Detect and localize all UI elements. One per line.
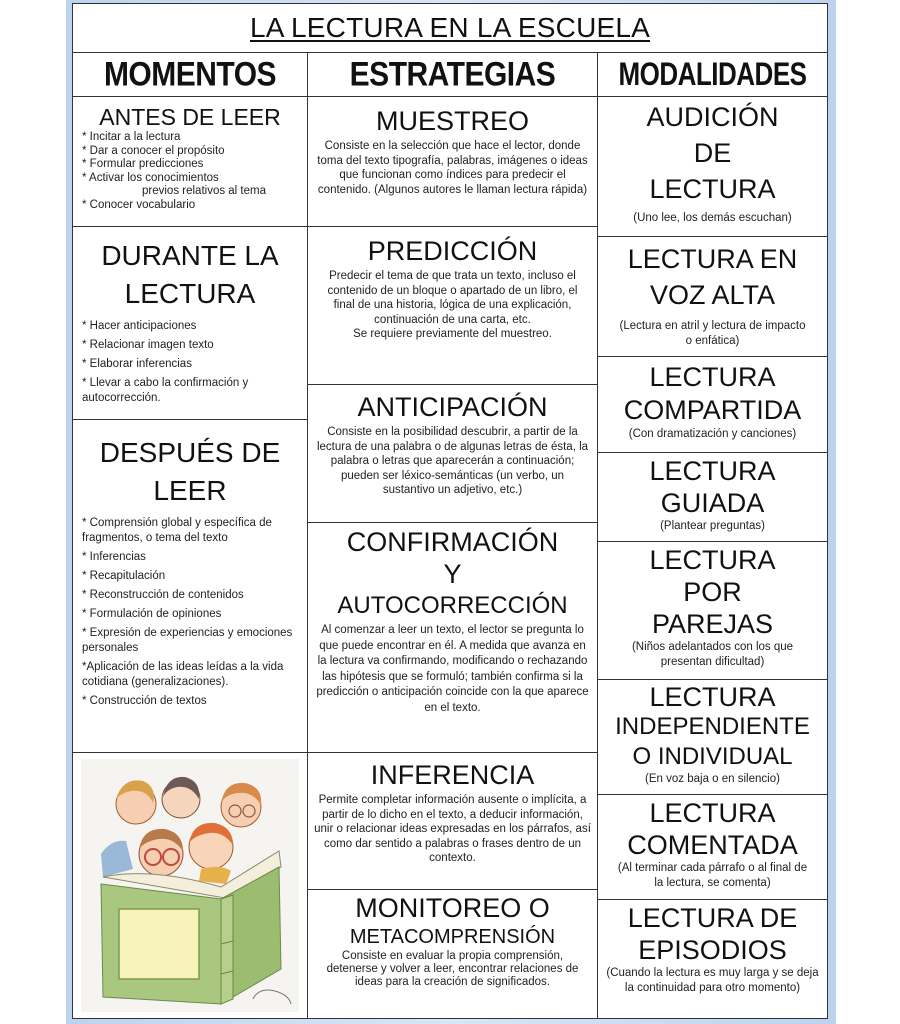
list-item: * Elaborar inferencias xyxy=(82,358,192,370)
list-item: *Aplicación de las ideas leídas a la vida cotidiana (generalizaciones). xyxy=(82,661,284,688)
modality-title-line: PAREJAS xyxy=(651,609,774,639)
modality-title-line: DE xyxy=(693,138,732,168)
strategy-anticipacion xyxy=(308,385,597,523)
modality-note: (Con dramatización y canciones) xyxy=(628,428,797,440)
strategy-title-line: CONFIRMACIÓN xyxy=(346,527,559,557)
moment-list xyxy=(73,516,307,709)
strategy-note: Se requiere previamente del muestreo. xyxy=(353,328,552,340)
modality-title-line: LECTURA xyxy=(649,545,776,575)
modality-title-line: EPISODIOS xyxy=(638,935,787,965)
strategy-muestreo xyxy=(308,97,597,227)
modality-lectura-de-episodios xyxy=(598,900,827,1018)
modality-note: (En voz baja o en silencio) xyxy=(645,773,780,785)
column-estrategias xyxy=(308,53,598,1018)
column-modalidades xyxy=(598,53,827,1018)
modality-lectura-comentada xyxy=(598,795,827,900)
list-item: * Activar los conocimientos xyxy=(82,171,219,184)
list-item: * Incitar a la lectura xyxy=(82,131,181,143)
strategy-title: MUESTREO xyxy=(375,106,529,136)
moment-despues-de-leer xyxy=(73,420,307,753)
list-item: * Reconstrucción de contenidos xyxy=(82,589,244,601)
modality-title-line: COMPARTIDA xyxy=(623,395,802,425)
list-item: * Inferencias xyxy=(82,551,146,563)
list-item: * Conocer vocabulario xyxy=(82,198,196,211)
poster-sheet xyxy=(72,3,828,1019)
modality-title-line: COMENTADA xyxy=(627,830,798,860)
column-momentos xyxy=(73,53,308,1018)
header-momentos xyxy=(73,53,307,97)
strategy-prediccion xyxy=(308,227,597,385)
modality-lectura-por-parejas xyxy=(598,542,827,680)
moment-title-line: LEER xyxy=(153,475,227,506)
list-item: * Construcción de textos xyxy=(82,695,207,707)
strategy-inferencia xyxy=(308,753,597,890)
strategy-title: INFERENCIA xyxy=(370,760,535,790)
strategy-description: Permite completar información ausente o implícita, a partir de lo dicho en el texto, a deducir información, unir o relacionar ideas expresadas en los párrafos, así como dar sentido a palabras o frases dentro de un contexto. xyxy=(314,794,591,864)
header-estrategias xyxy=(308,53,597,97)
modality-title-line: VOZ ALTA xyxy=(649,280,776,310)
moment-list xyxy=(73,319,307,406)
modality-title-line: O INDIVIDUAL xyxy=(632,743,793,770)
modality-title-line: LECTURA xyxy=(649,362,776,392)
strategy-title: PREDICCIÓN xyxy=(367,236,538,266)
modality-note: (Plantear preguntas) xyxy=(660,520,765,532)
modality-note: (Niños adelantados con los que presentan dificultad) xyxy=(631,641,794,668)
header-momentos-text: MOMENTOS xyxy=(103,54,277,93)
header-modalidades xyxy=(598,53,827,97)
list-item: * Relacionar imagen texto xyxy=(82,339,214,351)
modality-title-line: INDEPENDIENTE xyxy=(615,713,810,740)
strategy-title: ANTICIPACIÓN xyxy=(357,392,548,422)
modality-title-line: AUDICIÓN xyxy=(646,102,779,132)
list-item: * Expresión de experiencias y emociones personales xyxy=(82,627,293,654)
page-title xyxy=(73,4,827,53)
modality-note: (Cuando la lectura es muy larga y se deja la continuidad para otro momento) xyxy=(606,967,819,994)
strategy-title-line: MONITOREO O xyxy=(355,893,550,923)
list-item: * Dar a conocer el propósito xyxy=(82,144,225,157)
strategy-confirmacion-autocorreccion xyxy=(308,523,597,753)
list-item: * Formulación de opiniones xyxy=(82,608,222,620)
strategy-description: Consiste en evaluar la propia comprensión, detenerse y volver a leer, encontrar relaciones de ideas para la creación de significados. xyxy=(326,950,579,988)
modality-title-line: LECTURA DE xyxy=(627,903,798,933)
list-item: * Recapitulación xyxy=(82,570,166,582)
moment-title-line: DURANTE LA xyxy=(101,240,279,271)
children-reading-book-illustration xyxy=(81,759,299,1012)
header-estrategias-text: ESTRATEGIAS xyxy=(349,54,556,93)
moment-list xyxy=(73,131,307,212)
modality-note: (Uno lee, los demás escuchan) xyxy=(633,212,792,224)
strategy-monitoreo-metacomprension xyxy=(308,890,597,1018)
header-modalidades-text: MODALIDADES xyxy=(618,55,807,93)
modality-title-line: LECTURA xyxy=(649,682,776,712)
strategy-description: Al comenzar a leer un texto, el lector se pregunta lo que puede encontrar en él. A medida que avanza en la lectura va confirmando, modificando o rechazando las hipótesis que se formuló; también confirma si la predicción o anticipación coincide con la que aparece en el texto. xyxy=(316,624,589,714)
modality-lectura-independiente xyxy=(598,680,827,795)
modality-lectura-compartida xyxy=(598,357,827,453)
modality-title-line: LECTURA xyxy=(649,174,776,204)
title-text: LA LECTURA EN LA ESCUELA xyxy=(249,12,651,43)
strategy-title-line: METACOMPRENSIÓN xyxy=(349,926,556,948)
illustration-cell xyxy=(73,753,307,1018)
strategy-description: Consiste en la posibilidad descubrir, a partir de la lectura de una palabra o de algunas letras de ésta, la palabra o letras que aparecerán a continuación; pueden ser léxico-semánticas (un verbo, un sustantivo un adjetivo, etc.) xyxy=(316,426,589,496)
list-item: * Hacer anticipaciones xyxy=(82,320,197,332)
moment-durante-la-lectura xyxy=(73,227,307,420)
list-item: * Llevar a cabo la confirmación y autocorrección. xyxy=(82,377,249,404)
list-item: * Comprensión global y específica de fragmentos, o tema del texto xyxy=(82,517,272,544)
moment-title: ANTES DE LEER xyxy=(99,104,281,130)
list-item: * Formular predicciones xyxy=(82,158,204,170)
strategy-title-line: Y xyxy=(443,559,462,589)
modality-audicion-de-lectura xyxy=(598,97,827,237)
strategy-description: Predecir el tema de que trata un texto, incluso el contenido de un bloque o apartado de un libro, el final de una historia, lógica de una explicación, continuación de una carta, etc. xyxy=(327,270,578,326)
modality-lectura-guiada xyxy=(598,453,827,542)
strategy-description: Consiste en la selección que hace el lector, donde toma del texto tipografía, palabras, imágenes o ideas que funcionan como índices para predecir el contenido. (Algunos autores le llaman lectura rápida) xyxy=(317,140,588,196)
modality-title-line: POR xyxy=(683,577,742,607)
modality-title-line: LECTURA EN xyxy=(627,244,798,274)
modality-title-line: GUIADA xyxy=(660,488,765,518)
modality-title-line: LECTURA xyxy=(649,456,776,486)
strategy-title-line: AUTOCORRECCIÓN xyxy=(337,592,568,619)
modality-note: (Lectura en atril y lectura de impacto o enfática) xyxy=(619,320,806,347)
modality-title-line: LECTURA xyxy=(649,798,776,828)
modality-lectura-en-voz-alta xyxy=(598,237,827,357)
list-item: previos relativos al tema xyxy=(142,185,266,197)
moment-antes-de-leer xyxy=(73,97,307,227)
moment-title-line: DESPUÉS DE xyxy=(99,437,281,468)
modality-note: (Al terminar cada párrafo o al final de la lectura, se comenta) xyxy=(617,862,808,889)
moment-title-line: LECTURA xyxy=(124,278,256,309)
